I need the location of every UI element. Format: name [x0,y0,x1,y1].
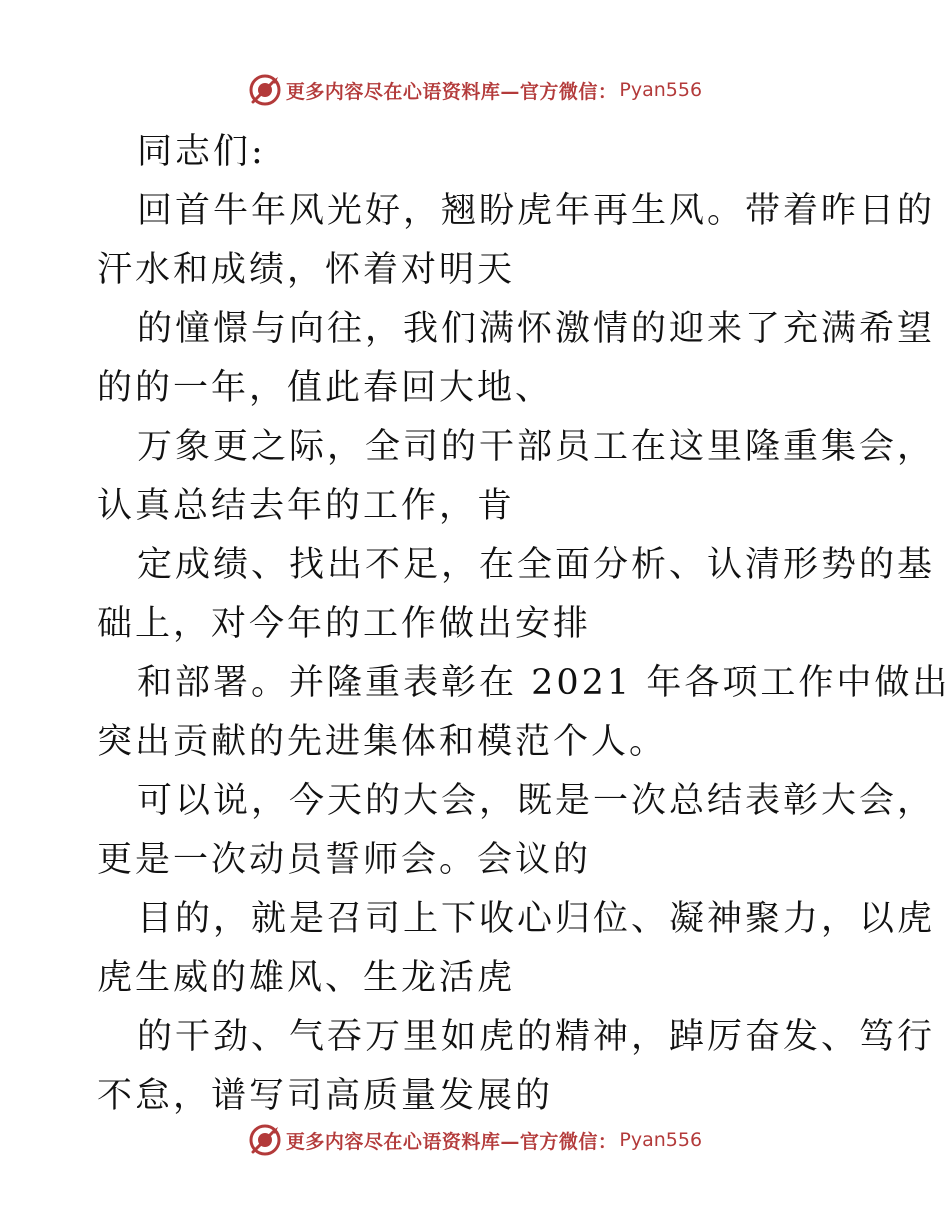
paragraph-line: 万象更之际，全司的干部员工在这里隆重集会， [137,427,936,467]
banner-brand-text: 更多内容尽在心语资料库—官方微信： [285,1130,618,1153]
banner-wechat-id: Pyan556 [619,79,703,101]
header-banner [0,70,950,110]
paragraph-line: 的干劲、气吞万里如虎的精神，踔厉奋发、笃行 [137,1017,936,1057]
paragraph-line: 更是一次动员誓师会。会议的 [97,840,592,880]
salutation: 同志们: [137,132,266,172]
footer-banner [0,1120,950,1160]
paragraph-line: 可以说，今天的大会，既是一次总结表彰大会， [137,781,936,821]
paragraph-line: 的的一年，值此春回大地、 [97,368,554,408]
paragraph-line: 础上，对今年的工作做出安排 [97,604,592,644]
brand-logo-icon [248,1123,282,1157]
banner-wechat-id: Pyan556 [619,1129,703,1151]
paragraph-line: 虎生威的雄风、生龙活虎 [97,958,516,998]
paragraph-line: 不怠，谱写司高质量发展的 [97,1076,554,1116]
document-body [97,123,950,1126]
paragraph-line: 和部署。并隆重表彰在 2021 年各项工作中做出 [137,663,950,703]
paragraph-line: 突出贡献的先进集体和模范个人。 [97,722,668,762]
paragraph-line: 汗水和成绩，怀着对明天 [97,250,516,290]
paragraph-line: 定成绩、找出不足，在全面分析、认清形势的基 [137,545,936,585]
banner-brand-text: 更多内容尽在心语资料库—官方微信： [285,80,618,103]
paragraph-line: 认真总结去年的工作，肯 [97,486,516,526]
paragraph-line: 的憧憬与向往，我们满怀激情的迎来了充满希望 [137,309,936,349]
paragraph-line: 目的，就是召司上下收心归位、凝神聚力，以虎 [137,899,936,939]
paragraph-line: 回首牛年风光好，翘盼虎年再生风。带着昨日的 [137,191,936,231]
brand-logo-icon [248,73,282,107]
